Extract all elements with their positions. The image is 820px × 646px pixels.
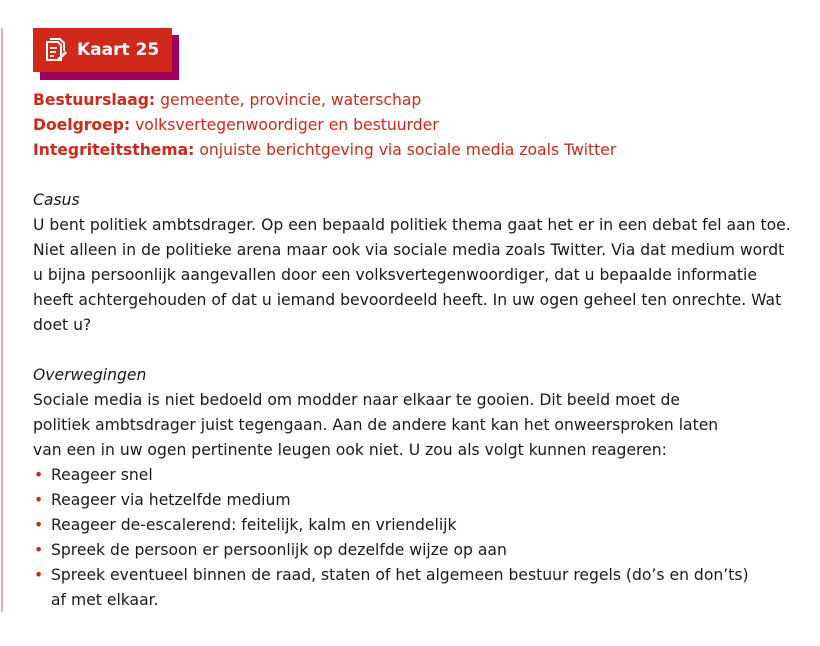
document-edit-icon — [45, 37, 69, 63]
list-item: • Reageer snel — [33, 463, 793, 488]
badge-label: Kaart 25 — [77, 40, 160, 60]
meta-integriteitsthema — [33, 138, 793, 163]
list-item: • Reageer via hetzelfde medium — [33, 488, 793, 513]
meta-label: Doelgroep: — [33, 116, 131, 134]
meta-value: volksvertegenwoordiger en bestuurder — [130, 116, 439, 134]
meta-label: Bestuurslaag: — [33, 91, 156, 109]
list-item: • Reageer de-escalerend: feitelijk, kalm en vriendelijk — [33, 513, 793, 538]
overwegingen-heading: Overwegingen — [33, 366, 147, 384]
card-content — [33, 88, 793, 613]
casus-heading: Casus — [33, 191, 80, 209]
list-item: • Spreek eventueel binnen de raad, staten of het algemeen bestuur regels (do’s en don’ts) af met elkaar. — [33, 563, 751, 613]
reaction-list — [33, 463, 793, 613]
list-item: • Spreek de persoon er persoonlijk op dezelfde wijze op aan — [33, 538, 793, 563]
left-border — [1, 28, 3, 612]
casus-text: U bent politiek ambtsdrager. Op een bepaald politiek thema gaat het er in een debat fel aan toe. Niet alleen in de politieke arena maar ook via sociale media zoals Twitter. Via dat medium wordt u bijna persoonlijk aangevallen door een volksvertegenwoordiger, dat u bepaalde informatie heeft achtergehouden of dat u iemand bevoordeeld heeft. In uw ogen geheel ten onrechte. Wat doet u? — [33, 216, 791, 334]
meta-value: onjuiste berichtgeving via sociale media zoals Twitter — [194, 141, 617, 159]
card-badge — [33, 28, 172, 72]
meta-label: Integriteitsthema: — [33, 141, 195, 159]
meta-bestuurslaag — [33, 88, 793, 113]
meta-value: gemeente, provincie, waterschap — [155, 91, 422, 109]
meta-doelgroep — [33, 113, 793, 138]
overwegingen-text: Sociale media is niet bedoeld om modder naar elkaar te gooien. Dit beeld moet de politiek ambtsdrager juist tegengaan. Aan de andere kant kan het onweersproken laten van een in uw ogen pertinente leugen ook niet. U zou als volgt kunnen reageren: — [33, 391, 719, 459]
